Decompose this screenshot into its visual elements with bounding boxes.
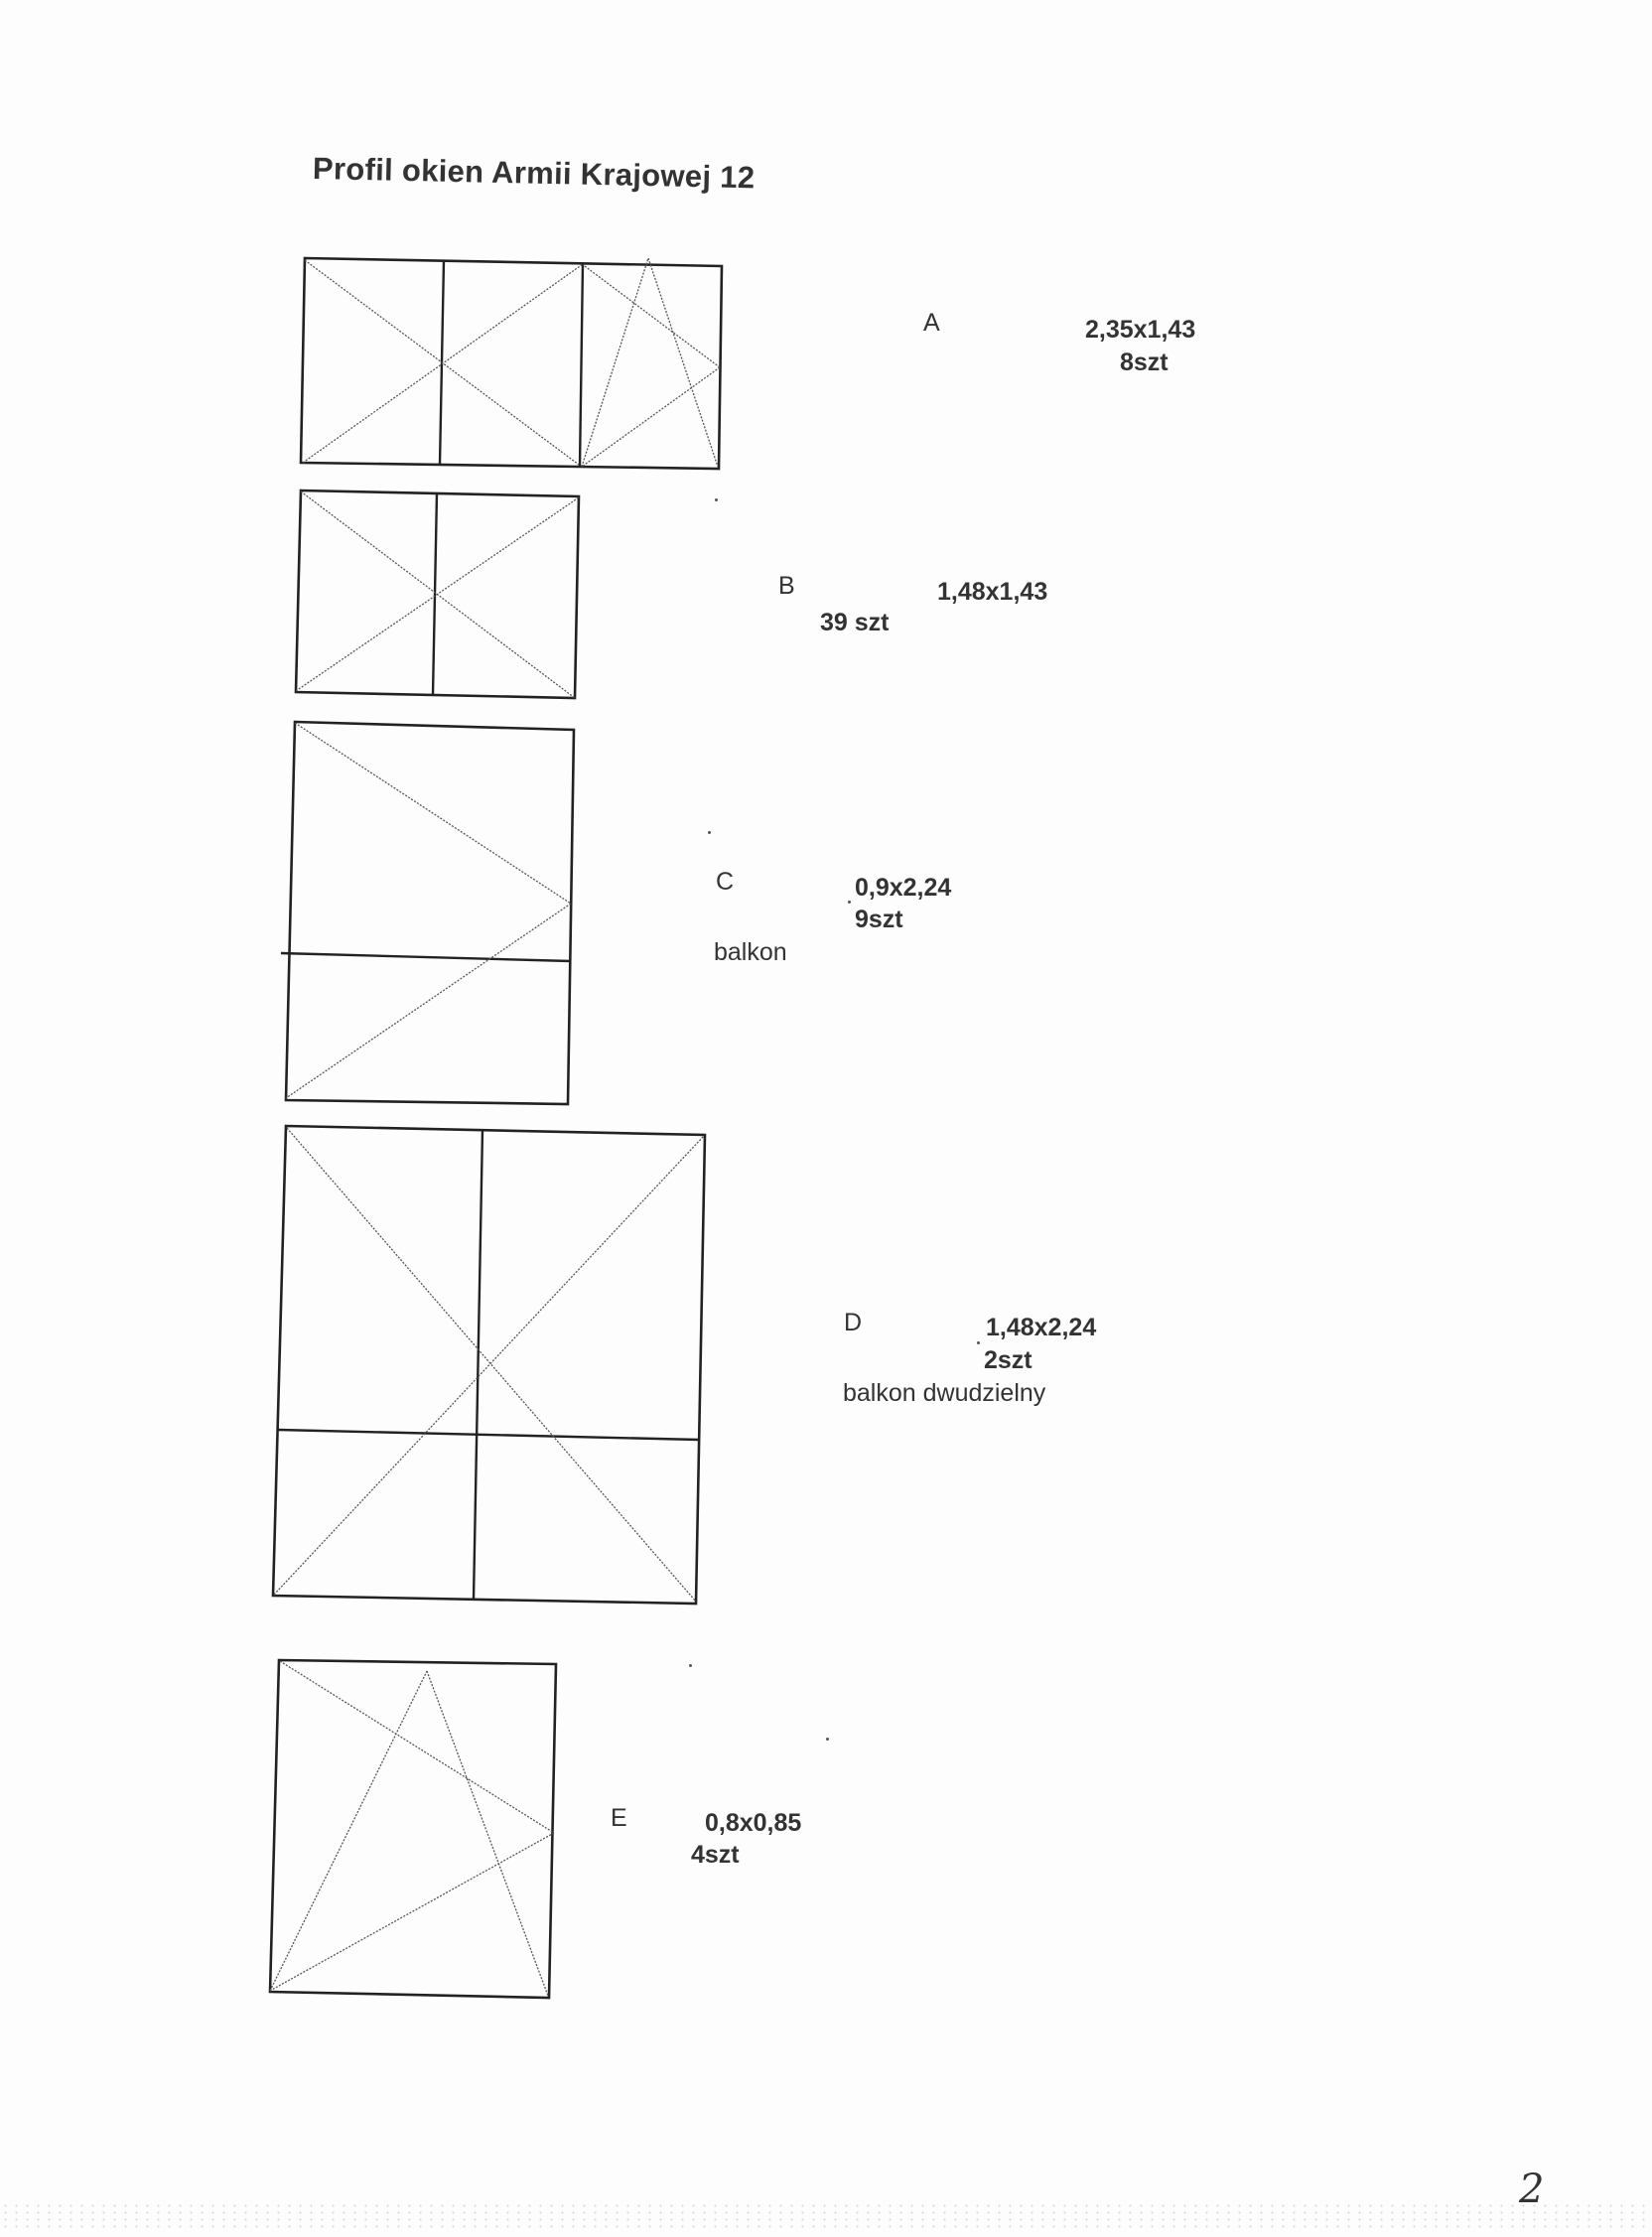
window-e-drawing [270,1660,556,1998]
scan-speck [826,1738,829,1741]
scan-speck [689,1664,692,1667]
window-c-qty: 9szt [855,906,903,933]
window-e-size: 0,8x0,85 [705,1809,802,1837]
window-e-label: E [611,1804,627,1832]
scan-noise [0,2202,1652,2232]
scan-speck [708,831,711,834]
scan-speck [715,498,718,501]
window-a-drawing [301,258,722,469]
window-d-drawing [273,1126,705,1604]
window-e-qty: 4szt [691,1841,740,1869]
window-a-qty: 8szt [1120,349,1169,376]
window-b-size: 1,48x1,43 [937,578,1048,606]
scan-speck [977,1341,980,1344]
window-c-drawing [281,722,574,1104]
window-d-size: 1,48x2,24 [986,1314,1097,1341]
window-b-qty: 39 szt [820,609,890,636]
window-c-size: 0,9x2,24 [855,874,952,902]
window-d-label: D [844,1309,863,1336]
page-number: 2 [1519,2167,1545,2212]
window-a-size: 2,35x1,43 [1085,316,1196,344]
window-b-label: B [778,572,795,600]
scan-speck [848,901,851,904]
window-d-qty: 2szt [984,1346,1032,1374]
window-a-label: A [923,309,940,337]
window-c-note: balkon [714,938,787,966]
page-title: Profil okien Armii Krajowej 12 [312,151,756,196]
window-d-note: balkon dwudzielny [843,1379,1046,1407]
window-b-drawing [296,490,579,698]
window-c-label: C [716,868,735,896]
